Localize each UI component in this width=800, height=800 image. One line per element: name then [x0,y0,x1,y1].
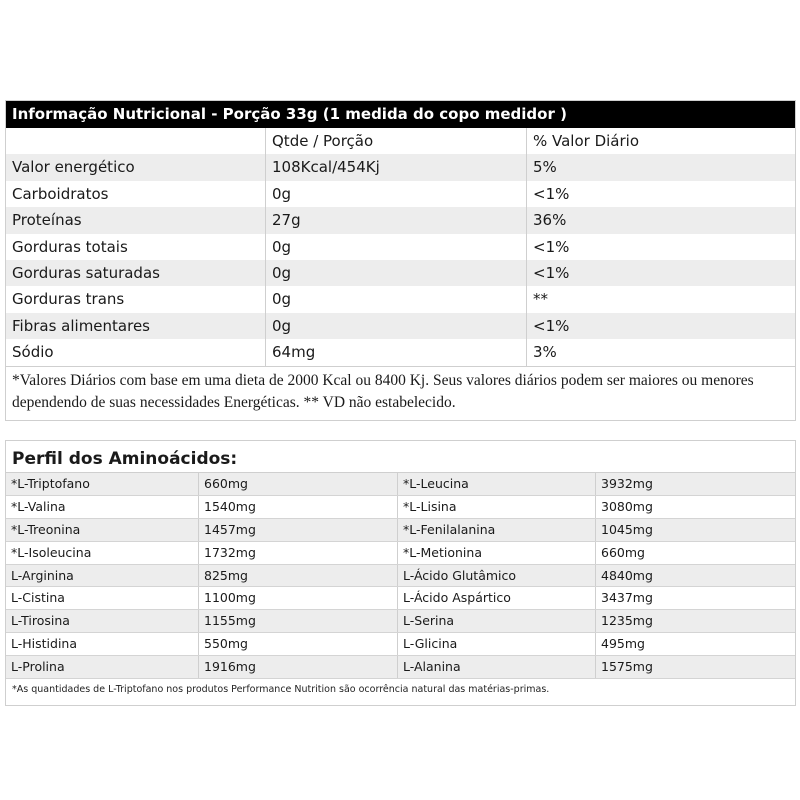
header-nutrient [6,128,266,154]
amino-name: L-Tirosina [6,610,199,632]
nutrient-quantity: 0g [266,260,527,286]
nutrient-daily-value: 3% [533,343,557,362]
amino-name: *L-Treonina [6,519,199,541]
amino-amount: 1457mg [199,519,398,541]
amino-amount: 4840mg [601,567,653,583]
amino-amount: 1155mg [199,610,398,632]
nutrient-daily-value: 36% [533,211,567,230]
amino-row [6,656,795,679]
amino-name: *L-Isoleucina [6,542,199,564]
amino-name: L-Histidina [6,633,199,655]
amino-name: L-Ácido Glutâmico [398,565,596,587]
amino-amount: 1916mg [199,656,398,678]
amino-name: L-Ácido Aspártico [398,587,596,609]
amino-name: *L-Fenilalanina [398,519,596,541]
nutrient-name: Fibras alimentares [6,313,266,339]
amino-name: L-Serina [398,610,596,632]
nutrient-quantity: 0g [266,286,527,312]
amino-amount: 825mg [199,565,398,587]
amino-name: *L-Valina [6,496,199,518]
amino-amount: 1540mg [199,496,398,518]
amino-amount: 1732mg [199,542,398,564]
nutrition-facts-table [5,100,796,421]
nutrient-quantity: 0g [266,181,527,207]
amino-row [6,633,795,656]
amino-amount: 3080mg [601,498,653,514]
nutrition-row [6,207,795,233]
header-quantity: Qtde / Porção [266,128,527,154]
amino-name: L-Glicina [398,633,596,655]
amino-name: L-Arginina [6,565,199,587]
amino-row [6,473,795,496]
nutrition-header-row [6,128,795,154]
nutrient-name: Gorduras totais [6,234,266,260]
amino-heading: Perfil dos Aminoácidos: [6,441,795,473]
nutrient-name: Carboidratos [6,181,266,207]
nutrient-daily-value: <1% [533,316,570,335]
amino-amount: 495mg [601,636,645,652]
nutrient-quantity: 27g [266,207,527,233]
amino-row [6,587,795,610]
amino-amount: 3437mg [601,590,653,606]
amino-name: L-Prolina [6,656,199,678]
amino-name: *L-Metionina [398,542,596,564]
tryptophan-footnote: *As quantidades de L-Triptofano nos produtos Performance Nutrition são ocorrência natural das matérias-primas. [12,684,550,696]
amino-name: L-Alanina [398,656,596,678]
nutrition-row [6,339,795,365]
nutrient-name: Gorduras trans [6,286,266,312]
nutrient-quantity: 0g [266,234,527,260]
nutrient-daily-value: 5% [533,158,557,177]
amino-name: *L-Triptofano [6,473,199,495]
amino-name: *L-Lisina [398,496,596,518]
amino-row [6,610,795,633]
amino-amount: 1100mg [199,587,398,609]
amino-row [6,519,795,542]
nutrition-row [6,286,795,312]
amino-name: *L-Leucina [398,473,596,495]
header-daily-value: % Valor Diário [533,132,640,150]
nutrient-quantity: 0g [266,313,527,339]
nutrition-row [6,181,795,207]
amino-amount: 550mg [199,633,398,655]
nutrient-name: Valor energético [6,154,266,180]
amino-row [6,496,795,519]
amino-amount: 1575mg [601,659,653,675]
amino-row [6,565,795,588]
nutrient-daily-value: <1% [533,184,570,203]
nutrition-row [6,234,795,260]
amino-name: L-Cistina [6,587,199,609]
amino-acid-profile-table [5,440,796,706]
amino-row [6,542,795,565]
nutrient-quantity: 64mg [266,339,527,365]
nutrient-quantity: 108Kcal/454Kj [266,154,527,180]
daily-values-note: *Valores Diários com base em uma dieta de 2000 Kcal ou 8400 Kj. Seus valores diários podem ser maiores ou menores dependendo de suas necessidades Energéticas. ** VD não estabelecido. [6,366,795,420]
nutrition-row [6,154,795,180]
amino-amount: 660mg [199,473,398,495]
amino-amount: 660mg [601,544,645,560]
amino-amount: 3932mg [601,476,653,491]
nutrient-daily-value: ** [533,290,548,309]
nutrition-row [6,260,795,286]
amino-amount: 1045mg [601,521,653,537]
nutrient-daily-value: <1% [533,263,570,282]
nutrient-name: Proteínas [6,207,266,233]
nutrient-name: Gorduras saturadas [6,260,266,286]
nutrition-row [6,313,795,339]
amino-amount: 1235mg [601,613,653,629]
nutrient-name: Sódio [6,339,266,365]
nutrient-daily-value: <1% [533,237,570,256]
nutrition-title: Informação Nutricional - Porção 33g (1 medida do copo medidor ) [6,101,795,128]
